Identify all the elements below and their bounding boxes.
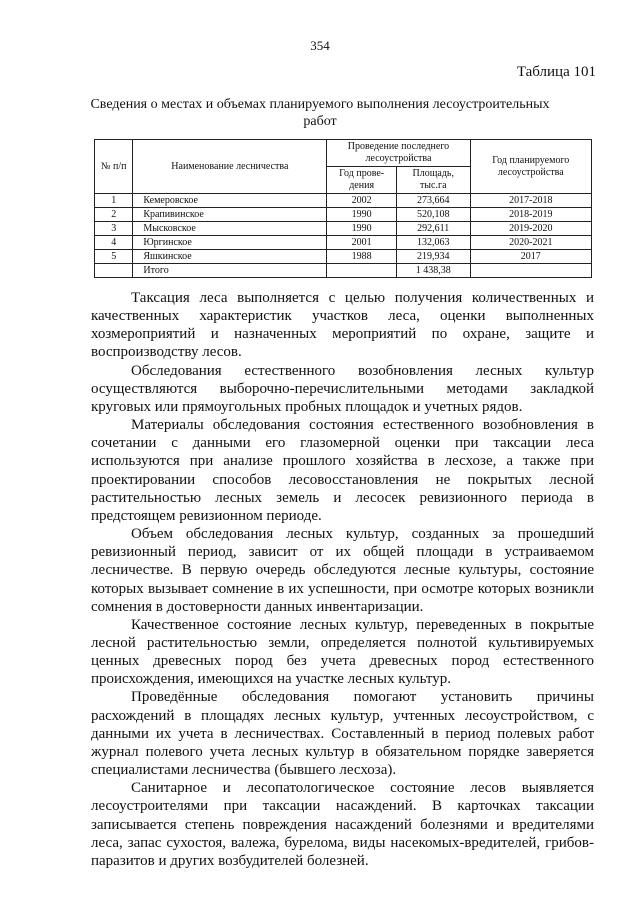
row-year: 1990 <box>327 208 397 222</box>
total-label: Итого <box>133 264 327 278</box>
table-row <box>95 236 592 250</box>
row-year: 2001 <box>327 236 397 250</box>
table-row <box>95 194 592 208</box>
row-planned: 2019-2020 <box>470 222 591 236</box>
row-year: 1988 <box>327 250 397 264</box>
row-no: 2 <box>95 208 133 222</box>
header-planned-year: Год планируемого лесоустройства <box>470 140 591 194</box>
row-no: 1 <box>95 194 133 208</box>
paragraph: Материалы обследования состояния естественного возобновления в сочетании с данными его глазомерной оценки при таксации леса используются при анализе прошлого хозяйства в лесхозе, а также при проектировании способов лесовосстановления не покрытых лесной растительностью лесных земель и лесосек ревизионного периода в предстоящем ревизионном периоде. <box>91 417 594 524</box>
total-no <box>95 264 133 278</box>
paragraph: Объем обследования лесных культур, созданных за прошедший ревизионный период, зависит от их общей площади в устраиваемом лесничестве. В первую очередь обследуются лесные культуры, состояние которых вызывает сомнение в их успешности, при осмотре которых возникли сомнения в достоверности данных инвентаризации. <box>91 526 594 615</box>
row-planned: 2018-2019 <box>470 208 591 222</box>
row-planned: 2020-2021 <box>470 236 591 250</box>
paragraph: Таксация леса выполняется с целью получения количественных и качественных характеристик участков леса, оценки выполненных хозмероприятий и назначенных мероприятий по охране, защите и воспроизводству лесов. <box>91 290 594 361</box>
total-area: 1 438,38 <box>396 264 470 278</box>
row-area: 132,063 <box>396 236 470 250</box>
table-title: Сведения о местах и объемах планируемого выполнения лесоустроительных работ <box>90 97 550 129</box>
row-year: 1990 <box>327 222 397 236</box>
table-row <box>95 222 592 236</box>
row-no: 5 <box>95 250 133 264</box>
table-total-row <box>95 264 592 278</box>
row-name: Крапивинское <box>133 208 327 222</box>
paragraph: Проведённые обследования помогают установить причины расхождений в площадях лесных культур, учтенных лесоустройством, с данными их учета в лесничествах. Составленный в период полевых работ журнал полевого учета лесных культур в обязательном порядке заверяется специалистами лесничества (бывшего лесхоза). <box>91 689 594 779</box>
row-planned: 2017 <box>470 250 591 264</box>
row-area: 273,664 <box>396 194 470 208</box>
row-no: 4 <box>95 236 133 250</box>
row-year: 2002 <box>327 194 397 208</box>
header-year: Год прове-дения <box>327 167 397 194</box>
row-name: Яшкинское <box>133 250 327 264</box>
forestry-table <box>94 139 592 278</box>
row-no: 3 <box>95 222 133 236</box>
row-name: Кемеровское <box>133 194 327 208</box>
row-area: 219,934 <box>396 250 470 264</box>
total-planned <box>470 264 591 278</box>
row-area: 292,611 <box>396 222 470 236</box>
row-name: Юргинское <box>133 236 327 250</box>
table-row <box>95 208 592 222</box>
row-area: 520,108 <box>396 208 470 222</box>
paragraph: Санитарное и лесопатологическое состояние лесов выявляется лесоустроителями при таксации насаждений. В карточках таксации записывается степень повреждения насаждений болезнями и вредителями леса, запас сухостоя, валежа, бурелома, виды насекомых-вредителей, грибов-паразитов и других возбудителей болезней. <box>91 780 594 869</box>
paragraph: Качественное состояние лесных культур, переведенных в покрытые лесной растительностью земли, определяется полнотой культивируемых ценных древесных пород без учета древесных пород естественного происхождения, имеющихся на участке лесных культур. <box>91 616 594 688</box>
paragraph: Обследования естественного возобновления лесных культур осуществляются выборочно-перечислительными методами закладкой круговых или прямоугольных пробных площадок и учетных рядов. <box>91 362 594 415</box>
table-label: Таблица 101 <box>516 64 596 80</box>
header-last-survey: Проведение последнего лесоустройства <box>327 140 470 167</box>
table-row <box>95 250 592 264</box>
total-year <box>327 264 397 278</box>
header-no: № п/п <box>95 140 133 194</box>
header-name: Наименование лесничества <box>133 140 327 194</box>
row-name: Мысковское <box>133 222 327 236</box>
row-planned: 2017-2018 <box>470 194 591 208</box>
body-text <box>91 289 594 870</box>
header-area: Площадь, тыс.га <box>396 167 470 194</box>
page-number: 354 <box>310 38 330 53</box>
